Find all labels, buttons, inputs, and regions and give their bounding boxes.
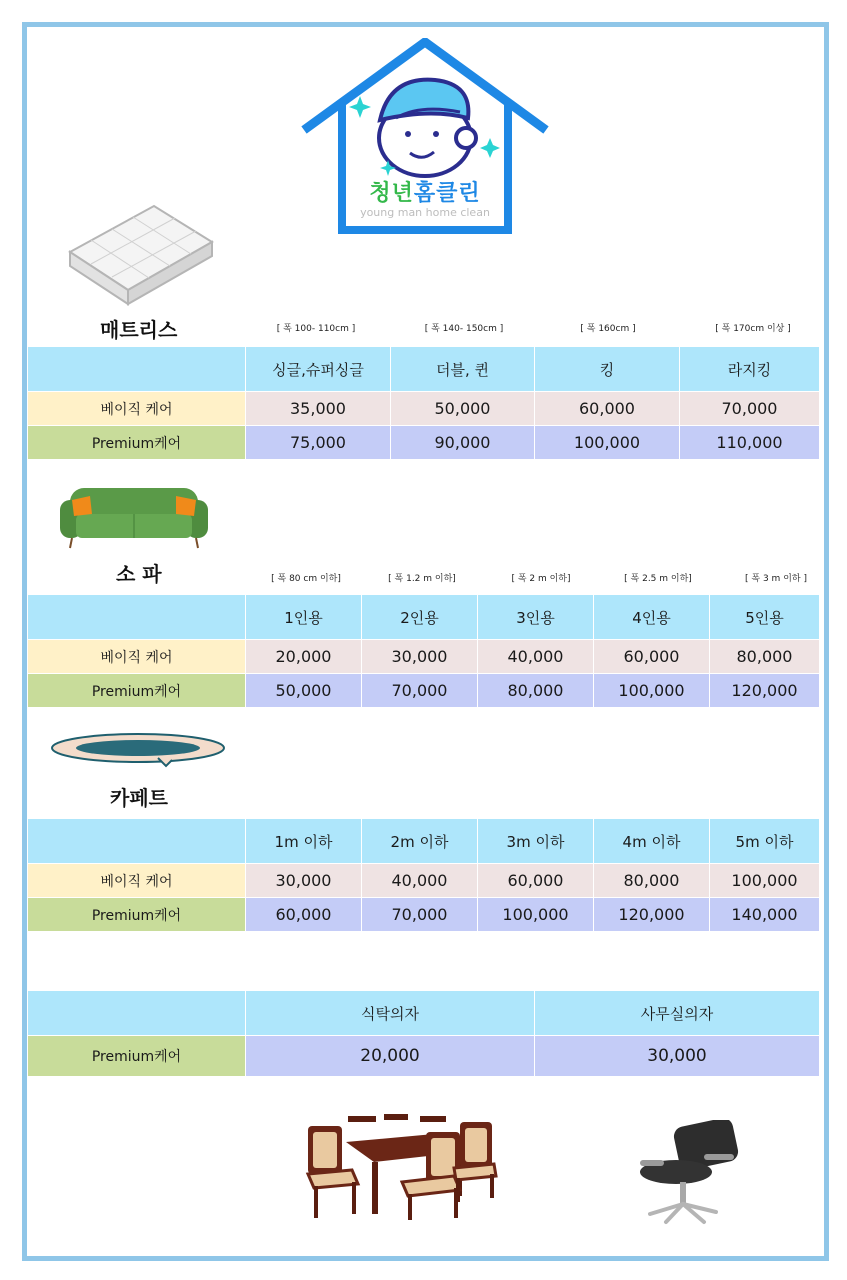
price-cell: 30,000 <box>535 1036 820 1077</box>
basic-care-label: 베이직 케어 <box>28 864 246 898</box>
carpet-basic-row <box>28 864 820 898</box>
sofa-col-5: 5인용 <box>710 595 820 640</box>
mattress-price-table <box>27 346 820 460</box>
sofa-col-4: 4인용 <box>594 595 710 640</box>
mattress-header-row <box>28 347 820 392</box>
price-cell: 75,000 <box>246 426 391 460</box>
brand-subtitle: young man home clean <box>360 206 490 219</box>
carpet-col-4: 4m 이하 <box>594 819 710 864</box>
price-cell: 60,000 <box>478 864 594 898</box>
price-cell: 140,000 <box>710 898 820 932</box>
mattress-size-note-1: [ 폭 100- 110cm ] <box>276 324 356 334</box>
price-cell: 100,000 <box>594 674 710 708</box>
sofa-size-note-1: [ 폭 80 cm 이하] <box>271 574 341 584</box>
office-chair-icon <box>636 1120 740 1226</box>
sofa-premium-row <box>28 674 820 708</box>
sofa-header-row <box>28 595 820 640</box>
brand-title-part1: 청년 <box>369 181 414 206</box>
mattress-title: 매트리스 <box>100 318 178 342</box>
premium-care-label: Premium케어 <box>28 1036 246 1077</box>
price-cell: 100,000 <box>478 898 594 932</box>
mattress-col-2: 더블, 퀸 <box>391 347 535 392</box>
price-cell: 80,000 <box>710 640 820 674</box>
premium-care-label: Premium케어 <box>28 674 246 708</box>
header-corner <box>28 595 246 640</box>
sofa-size-note-2: [ 폭 1.2 m 이하] <box>388 574 456 584</box>
mattress-size-note-4: [ 폭 170cm 이상 ] <box>715 324 791 334</box>
sofa-title: 소 파 <box>116 562 162 586</box>
price-cell: 110,000 <box>680 426 820 460</box>
sofa-size-note-5: [ 폭 3 m 이하 ] <box>745 574 807 584</box>
price-cell: 40,000 <box>362 864 478 898</box>
carpet-price-table <box>27 818 820 932</box>
carpet-col-3: 3m 이하 <box>478 819 594 864</box>
price-cell: 70,000 <box>362 898 478 932</box>
price-cell: 50,000 <box>246 674 362 708</box>
price-cell: 80,000 <box>594 864 710 898</box>
price-cell: 35,000 <box>246 392 391 426</box>
mattress-size-note-2: [ 폭 140- 150cm ] <box>424 324 504 334</box>
price-cell: 30,000 <box>246 864 362 898</box>
price-cell: 100,000 <box>710 864 820 898</box>
header-corner <box>28 991 246 1036</box>
carpet-premium-row <box>28 898 820 932</box>
dining-set-icon <box>304 1112 498 1224</box>
sofa-col-2: 2인용 <box>362 595 478 640</box>
price-cell: 120,000 <box>710 674 820 708</box>
chair-header-row <box>28 991 820 1036</box>
mattress-size-note-3: [ 폭 160cm ] <box>580 324 636 334</box>
price-cell: 70,000 <box>362 674 478 708</box>
chair-col-dining: 식탁의자 <box>246 991 535 1036</box>
chair-premium-row <box>28 1036 820 1077</box>
mattress-col-3: 킹 <box>535 347 680 392</box>
carpet-col-5: 5m 이하 <box>710 819 820 864</box>
sofa-basic-row <box>28 640 820 674</box>
brand-title-part2: 홈클린 <box>413 181 481 206</box>
price-cell: 20,000 <box>246 1036 535 1077</box>
mattress-icon <box>66 202 214 306</box>
price-cell: 60,000 <box>535 392 680 426</box>
carpet-col-1: 1m 이하 <box>246 819 362 864</box>
chair-price-table <box>27 990 820 1077</box>
carpet-header-row <box>28 819 820 864</box>
header-corner <box>28 347 246 392</box>
price-cell: 100,000 <box>535 426 680 460</box>
price-cell: 30,000 <box>362 640 478 674</box>
mattress-col-1: 싱글,슈퍼싱글 <box>246 347 391 392</box>
basic-care-label: 베이직 케어 <box>28 392 246 426</box>
header-corner <box>28 819 246 864</box>
price-cell: 120,000 <box>594 898 710 932</box>
carpet-title: 카페트 <box>110 786 168 810</box>
mattress-basic-row <box>28 392 820 426</box>
sofa-size-note-4: [ 폭 2.5 m 이하] <box>624 574 692 584</box>
sofa-size-note-3: [ 폭 2 m 이하] <box>511 574 571 584</box>
mattress-premium-row <box>28 426 820 460</box>
price-cell: 20,000 <box>246 640 362 674</box>
premium-care-label: Premium케어 <box>28 898 246 932</box>
sofa-icon <box>56 484 212 550</box>
price-cell: 60,000 <box>594 640 710 674</box>
basic-care-label: 베이직 케어 <box>28 640 246 674</box>
brand-title <box>300 176 550 207</box>
price-cell: 70,000 <box>680 392 820 426</box>
chair-col-office: 사무실의자 <box>535 991 820 1036</box>
price-cell: 50,000 <box>391 392 535 426</box>
mattress-col-4: 라지킹 <box>680 347 820 392</box>
carpet-col-2: 2m 이하 <box>362 819 478 864</box>
carpet-icon <box>50 732 226 768</box>
sofa-col-3: 3인용 <box>478 595 594 640</box>
premium-care-label: Premium케어 <box>28 426 246 460</box>
brand-logo <box>300 38 550 234</box>
price-cell: 60,000 <box>246 898 362 932</box>
price-cell: 90,000 <box>391 426 535 460</box>
sofa-price-table <box>27 594 820 708</box>
sofa-col-1: 1인용 <box>246 595 362 640</box>
price-cell: 40,000 <box>478 640 594 674</box>
price-cell: 80,000 <box>478 674 594 708</box>
